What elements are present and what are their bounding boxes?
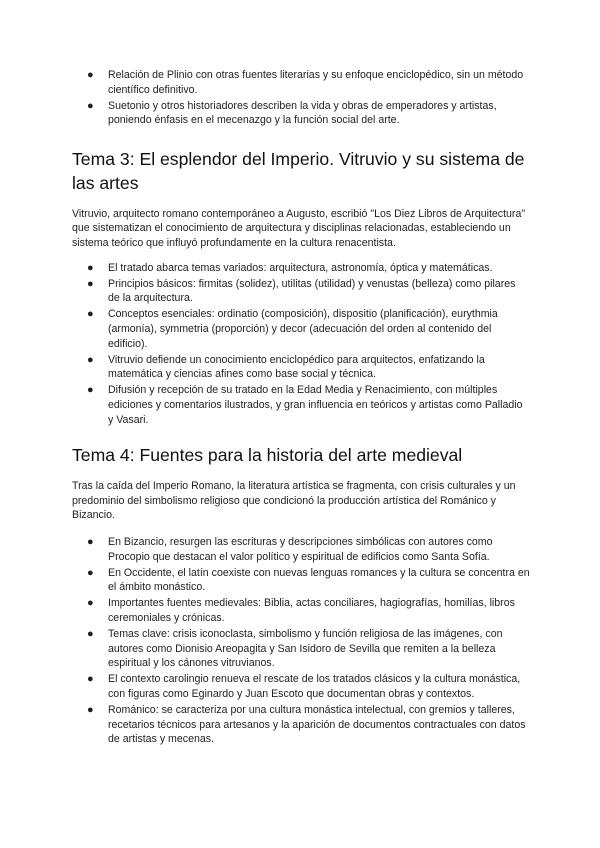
list-item <box>72 261 530 276</box>
list-item-text: Principios básicos: firmitas (solidez), utilitas (utilidad) y venustas (belleza) como pilares de la arquitectura. <box>108 277 516 305</box>
list-item-text: En Bizancio, resurgen las escrituras y descripciones simbólicas con autores como Procopio que destacan el valor político y espiritual de edificios como Santa Sofía. <box>108 535 493 563</box>
list-item <box>72 99 530 128</box>
bullet-icon: ● <box>87 353 94 366</box>
list-item <box>72 672 530 701</box>
bullet-icon: ● <box>87 673 94 686</box>
list-item <box>72 353 530 382</box>
bullet-icon: ● <box>87 277 94 290</box>
bullet-icon: ● <box>87 69 94 81</box>
list-item <box>72 627 530 671</box>
list-item-text: El contexto carolingio renueva el rescate de los tratados clásicos y la cultura monástica, con figuras como Eginardo y Juan Escoto que documentan obras y contextos. <box>108 673 521 700</box>
bullet-icon: ● <box>87 704 94 716</box>
section-intro-paragraph: Vitruvio, arquitecto romano contemporáneo a Augusto, escribió "Los Diez Libros de Arquitectura" que sistematizan el conocimiento de arquitectura y disciplinas relacionadas, estableciendo un sistema teórico que influyó profundamente en la cultura renacentista. <box>72 207 526 250</box>
bullet-icon: ● <box>87 308 94 321</box>
list-item <box>72 535 530 564</box>
list-item-text: Vitruvio defiende un conocimiento enciclopédico para arquitectos, enfatizando la matemática y ciencias afines como base social y técnica. <box>108 353 485 381</box>
document-content <box>72 68 530 748</box>
top-bullet-list <box>72 68 530 128</box>
list-item <box>72 277 530 306</box>
section-intro-paragraph: Tras la caída del Imperio Romano, la literatura artística se fragmenta, con crisis culturales y un predominio del simbolismo religioso que condicionó la producción artística del Románico y Bizancio. <box>72 480 516 522</box>
bullet-icon: ● <box>87 535 94 548</box>
list-item-text: Conceptos esenciales: ordinatio (composición), dispositio (planificación), eurythmia (armonía), symmetria (proporción) y decor (adecuación del orden al contenido del edificio). <box>108 308 498 350</box>
list-item-text: El tratado abarca temas variados: arquitectura, astronomía, óptica y matemáticas. <box>108 261 493 274</box>
list-item <box>72 68 530 97</box>
list-item <box>72 566 530 595</box>
list-item <box>72 307 530 351</box>
bullet-icon: ● <box>87 628 94 641</box>
list-item-text: Relación de Plinio con otras fuentes literarias y su enfoque enciclopédico, sin un método científico definitivo. <box>108 69 524 96</box>
list-item-text: Importantes fuentes medievales: Biblia, actas conciliares, hagiografías, homilías, libros ceremoniales y crónicas. <box>108 597 515 624</box>
list-item-text: Suetonio y otros historiadores describen la vida y obras de emperadores y artistas, poniendo énfasis en el mecenazgo y la función social del arte. <box>108 99 497 127</box>
section-heading-tema-3: Tema 3: El esplendor del Imperio. Vitruvio y su sistema de las artes <box>72 148 525 193</box>
bullet-icon: ● <box>87 384 94 397</box>
bullet-icon: ● <box>87 566 94 579</box>
list-item <box>72 703 530 747</box>
bullet-icon: ● <box>87 597 94 610</box>
list-item-text: Románico: se caracteriza por una cultura monástica intelectual, con gremios y talleres, recetarios técnicos para artesanos y la aparición de documentos contractuales con datos de artistas y mecenas. <box>108 704 526 746</box>
list-item-text: En Occidente, el latín coexiste con nuevas lenguas romances y la cultura se concentra en el ámbito monástico. <box>108 566 530 594</box>
list-item <box>72 596 530 625</box>
tema-4-bullet-list <box>72 535 530 747</box>
list-item-text: Temas clave: crisis iconoclasta, simbolismo y función religiosa de las imágenes, con autores como Dionisio Areopagita y San Isidoro de Sevilla que remiten a la belleza espiritual y los cánones vitruvianos. <box>108 628 503 670</box>
bullet-icon: ● <box>87 261 94 274</box>
section-heading-tema-4: Tema 4: Fuentes para la historia del arte medieval <box>72 445 463 466</box>
list-item <box>72 383 530 427</box>
bullet-icon: ● <box>87 99 94 112</box>
tema-3-bullet-list <box>72 261 530 428</box>
list-item-text: Difusión y recepción de su tratado en la Edad Media y Renacimiento, con múltiples ediciones y comentarios ilustrados, y gran influencia en teóricos y artistas como Palladio y Vasari. <box>108 384 523 426</box>
